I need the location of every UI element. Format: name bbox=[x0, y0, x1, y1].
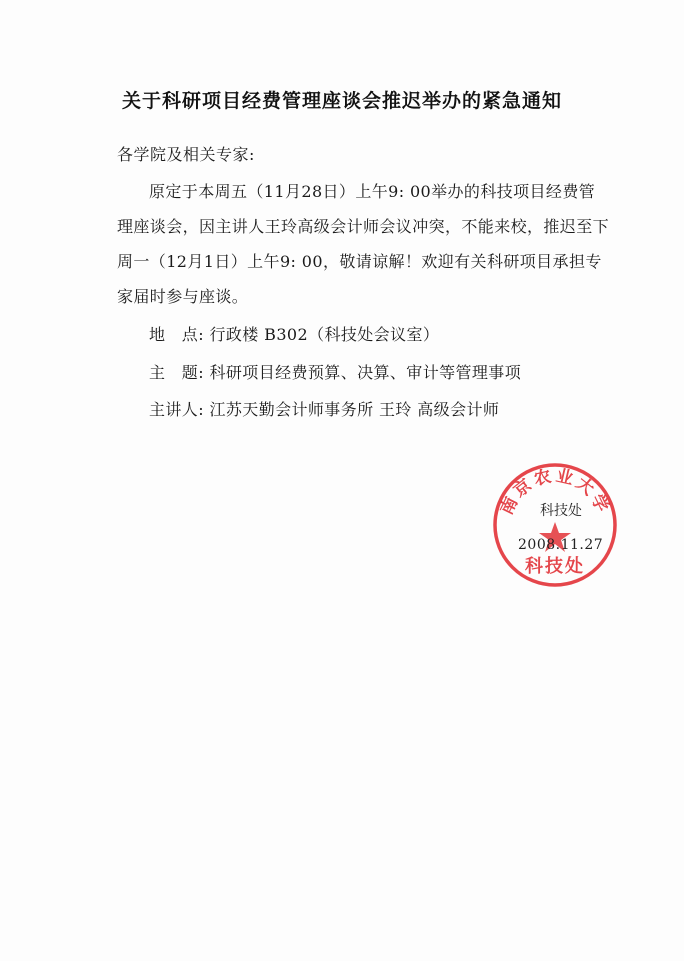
topic-value: 科研项目经费预算、决算、审计等管理事项 bbox=[209, 363, 522, 382]
speaker-label: 主讲人: bbox=[149, 400, 204, 419]
speaker-row bbox=[149, 397, 499, 420]
salutation: 各学院及相关专家: bbox=[117, 145, 255, 164]
official-seal bbox=[490, 460, 620, 590]
location-row bbox=[149, 322, 439, 345]
notice-title: 关于科研项目经费管理座谈会推迟举办的紧急通知 bbox=[121, 90, 562, 112]
topic-row bbox=[149, 360, 521, 383]
location-label: 地 点: bbox=[149, 325, 204, 344]
body-paragraph bbox=[117, 174, 617, 314]
seal-arc-text: 南京农业大学 bbox=[496, 466, 614, 519]
speaker-value: 江苏天勤会计师事务所 王玲 高级会计师 bbox=[209, 400, 500, 419]
signer-name: 科技处 bbox=[540, 503, 582, 519]
topic-label: 主 题: bbox=[149, 363, 204, 382]
body-line: 理座谈会，因主讲人王玲高级会计师会议冲突，不能来校，推迟至下 bbox=[117, 217, 610, 236]
body-line: 家届时参与座谈。 bbox=[117, 287, 249, 306]
body-line: 原定于本周五（11月28日）上午9: 00举办的科技项目经费管 bbox=[149, 182, 596, 201]
body-line: 周一（12月1日）上午9: 00，敬请谅解！欢迎有关科研项目承担专 bbox=[117, 252, 602, 271]
location-value: 行政楼 B302（科技处会议室） bbox=[209, 325, 440, 344]
seal-bottom-text: 科技处 bbox=[525, 556, 585, 577]
sign-date: 2008.11.27 bbox=[518, 537, 604, 553]
